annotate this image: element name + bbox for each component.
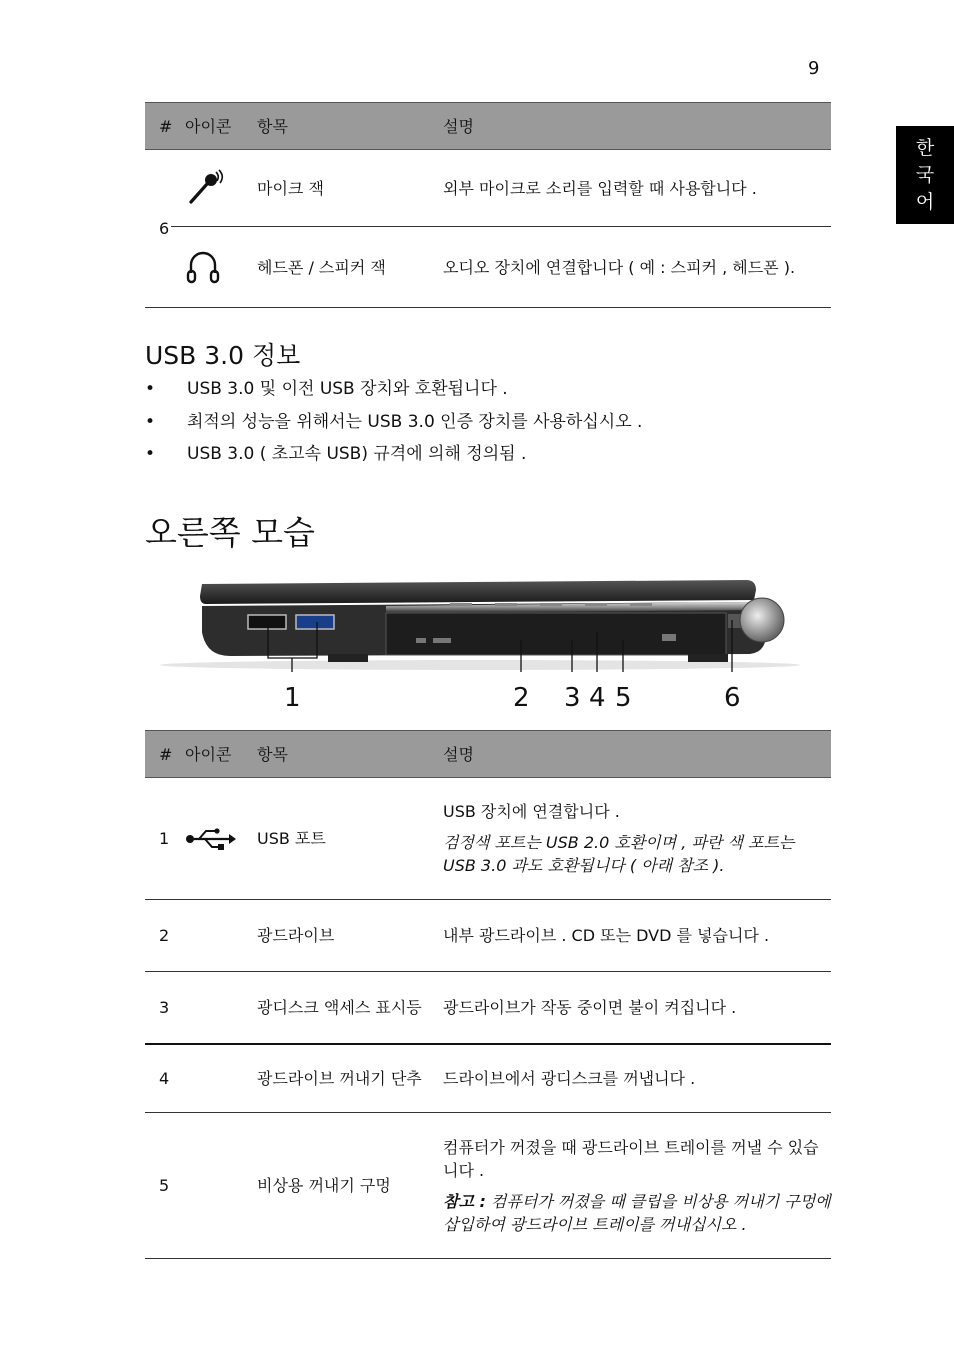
- jack-table: [145, 102, 831, 308]
- item-description: 드라이브에서 광디스크를 꺼냅니다 .: [429, 1044, 831, 1113]
- table-row: [145, 972, 831, 1044]
- item-description: 내부 광드라이브 . CD 또는 DVD 를 넣습니다 .: [429, 900, 831, 972]
- callout-label: 3: [564, 683, 581, 713]
- usb-section-title: USB 3.0 정보: [145, 341, 301, 370]
- language-tab: [896, 126, 954, 224]
- header-num: #: [145, 731, 171, 778]
- row-number: 4: [145, 1044, 171, 1113]
- list-item: [145, 378, 642, 411]
- header-icon: 아이콘: [171, 103, 243, 150]
- table-header-row: [145, 731, 831, 778]
- item-note: 검정색 포트는 USB 2.0 호환이며 , 파란 색 포트는 USB 3.0 과도 호환됩니다 ( 아래 참조 ).: [443, 833, 795, 875]
- item-description: USB 장치에 연결합니다 .: [443, 802, 620, 821]
- table-row: [145, 227, 831, 308]
- item-name: 헤드폰 / 스피커 잭: [243, 227, 429, 308]
- item-description: 오디오 장치에 연결합니다 ( 예 : 스피커 , 헤드폰 ).: [429, 227, 831, 308]
- row-number: 3: [145, 972, 171, 1044]
- row-number: 5: [145, 1113, 171, 1259]
- right-view-table: [145, 730, 831, 1259]
- table-row: [145, 900, 831, 972]
- foot: [328, 654, 368, 662]
- table-row: [145, 1044, 831, 1113]
- callout-label: 6: [724, 683, 741, 713]
- icon-cell: [171, 900, 243, 972]
- drive-logo: [433, 638, 451, 643]
- drive-logo: [416, 638, 426, 643]
- item-description: 컴퓨터가 꺼졌을 때 광드라이브 트레이를 꺼낼 수 있습니다 .: [443, 1137, 819, 1180]
- icon-cell: [171, 1113, 243, 1259]
- icon-cell: [171, 1044, 243, 1113]
- item-name: 비상용 꺼내기 구멍: [243, 1113, 429, 1259]
- header-desc: 설명: [429, 103, 831, 150]
- vent-slot: [450, 603, 472, 606]
- usb-port-black: [248, 615, 286, 629]
- headphones-icon: [185, 247, 221, 287]
- table-row: [145, 150, 831, 227]
- icon-cell: [171, 150, 243, 227]
- microphone-icon: [185, 168, 225, 208]
- right-view-title: 오른쪽 모습: [145, 513, 315, 552]
- bullet-text: 최적의 성능을 위해서는 USB 3.0 인증 장치를 사용하십시오 .: [187, 411, 643, 432]
- table-row: [145, 1113, 831, 1259]
- header-icon: 아이콘: [171, 731, 243, 778]
- laptop-right-side-illustration: [150, 572, 810, 672]
- note-text: 컴퓨터가 꺼졌을 때 클립을 비상용 꺼내기 구멍에 삽입하여 광드라이브 트레이를 꺼내십시오 .: [443, 1191, 831, 1234]
- callout-label: 1: [284, 683, 301, 713]
- bullet-glyph: •: [145, 411, 156, 432]
- header-desc: 설명: [429, 731, 831, 778]
- page-number: 9: [808, 58, 820, 79]
- header-num: #: [145, 103, 171, 150]
- vent-slot: [495, 603, 517, 606]
- bullet-text: USB 3.0 및 이전 USB 장치와 호환됩니다 .: [187, 379, 508, 399]
- bullet-text: USB 3.0 ( 초고속 USB) 규격에 의해 정의됨 .: [187, 444, 527, 464]
- item-name: 마이크 잭: [243, 150, 429, 227]
- row-number: 2: [145, 900, 171, 972]
- vent-slot: [585, 603, 607, 606]
- callout-label: 4: [589, 683, 606, 713]
- item-description-cell: [429, 1113, 831, 1259]
- callout-label: 2: [513, 683, 530, 713]
- language-tab-char: 한: [915, 136, 935, 159]
- laptop-lid: [200, 580, 756, 604]
- table-row: [145, 778, 831, 900]
- header-item: 항목: [243, 103, 429, 150]
- language-tab-char: 어: [915, 190, 935, 213]
- bullet-glyph: •: [145, 444, 156, 464]
- vent-slot: [540, 603, 562, 606]
- note-label: 참고 :: [443, 1191, 486, 1211]
- usb-port-blue: [296, 615, 334, 629]
- item-description-cell: [429, 778, 831, 900]
- table-header-row: [145, 103, 831, 150]
- item-name: 광디스크 액세스 표시등: [243, 972, 429, 1044]
- icon-cell: [171, 778, 243, 900]
- row-number: 6: [145, 150, 171, 308]
- icon-cell: [171, 972, 243, 1044]
- usb-bullet-list: [145, 378, 642, 476]
- bullet-glyph: •: [145, 379, 156, 399]
- list-item: [145, 411, 642, 444]
- drive-logo: [662, 634, 676, 641]
- header-item: 항목: [243, 731, 429, 778]
- item-name: 광드라이브 꺼내기 단추: [243, 1044, 429, 1113]
- language-tab-char: 국: [915, 163, 935, 186]
- item-name: 광드라이브: [243, 900, 429, 972]
- hinge: [740, 598, 784, 642]
- row-number: 1: [145, 778, 171, 900]
- vent-slot: [630, 603, 652, 606]
- icon-cell: [171, 227, 243, 308]
- callout-label: 5: [615, 683, 632, 713]
- item-description: 외부 마이크로 소리를 입력할 때 사용합니다 .: [429, 150, 831, 227]
- item-name: USB 포트: [243, 778, 429, 900]
- item-description: 광드라이브가 작동 중이면 불이 켜집니다 .: [429, 972, 831, 1044]
- foot: [688, 654, 728, 662]
- list-item: [145, 443, 642, 476]
- usb-icon: [185, 827, 237, 851]
- item-note: [443, 1190, 831, 1236]
